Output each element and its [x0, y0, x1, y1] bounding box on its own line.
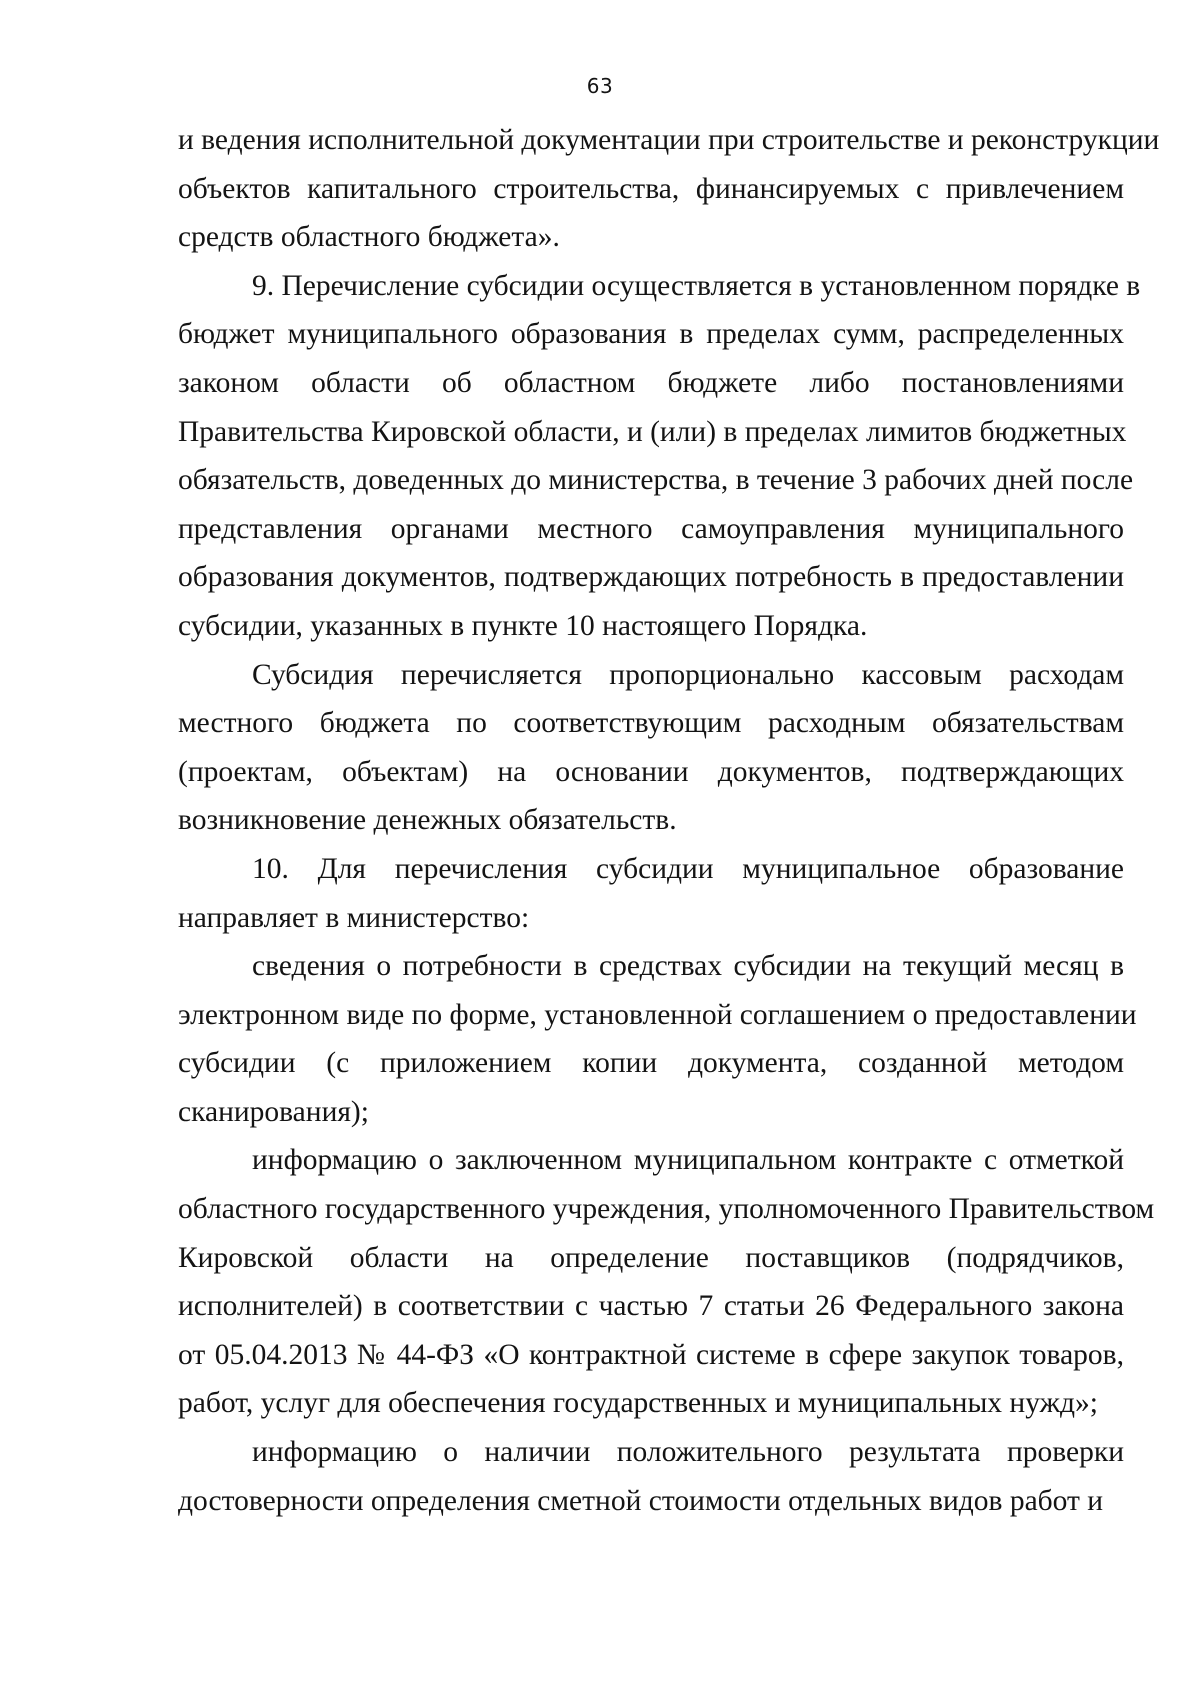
text-line: Правительства Кировской области, и (или) в пределах лимитов бюджетных	[178, 415, 1127, 448]
paragraph	[178, 651, 1124, 845]
text-line: бюджет муниципального образования в пределах сумм, распределенных	[178, 318, 1124, 351]
text-line: направляет в министерство:	[178, 901, 530, 934]
text-line: и ведения исполнительной документации при строительстве и реконструкции	[178, 124, 1160, 156]
text-line: областного государственного учреждения, уполномоченного Правительством	[178, 1193, 1155, 1226]
text-line: достоверности определения сметной стоимости отдельных видов работ и	[178, 1484, 1104, 1517]
text-line: 10. Для перечисления субсидии муниципальное образование	[252, 852, 1124, 885]
text-line: информацию о заключенном муниципальном контракте с отметкой	[252, 1144, 1124, 1177]
paragraph	[178, 1136, 1155, 1428]
text-line: Субсидия перечисляется пропорционально кассовым расходам	[252, 658, 1124, 691]
text-line: местного бюджета по соответствующим расходным обязательствам	[178, 707, 1124, 740]
paragraph	[178, 942, 1137, 1136]
text-line: от 05.04.2013 № 44-ФЗ «О контрактной системе в сфере закупок товаров,	[178, 1338, 1124, 1371]
text-line: (проектам, объектам) на основании документов, подтверждающих	[178, 755, 1124, 788]
page-number: 63	[586, 74, 614, 98]
text-line: возникновение денежных обязательств.	[178, 804, 677, 837]
text-line: представления органами местного самоуправления муниципального	[178, 512, 1124, 545]
text-line: образования документов, подтверждающих потребность в предоставлении	[178, 561, 1124, 594]
text-line: обязательств, доведенных до министерства, в течение 3 рабочих дней после	[178, 464, 1134, 497]
paragraph	[178, 262, 1141, 651]
document-body	[178, 116, 1160, 1525]
text-line: сканирования);	[178, 1095, 369, 1128]
text-line: средств областного бюджета».	[178, 221, 560, 254]
text-line: Кировской области на определение поставщиков (подрядчиков,	[178, 1241, 1124, 1274]
text-line: электронном виде по форме, установленной соглашением о предоставлении	[178, 998, 1137, 1031]
text-line: законом области об областном бюджете либо постановлениями	[178, 366, 1124, 399]
text-line: субсидии (с приложением копии документа, созданной методом	[178, 1047, 1124, 1080]
text-line: 9. Перечисление субсидии осуществляется в установленном порядке в	[252, 269, 1141, 302]
paragraph	[178, 1428, 1124, 1525]
paragraph	[178, 845, 1124, 942]
text-line: объектов капитального строительства, финансируемых с привлечением	[178, 172, 1124, 205]
text-line: информацию о наличии положительного результата проверки	[252, 1436, 1124, 1469]
text-line: сведения о потребности в средствах субсидии на текущий месяц в	[252, 950, 1124, 983]
text-line: исполнителей) в соответствии с частью 7 статьи 26 Федерального закона	[178, 1290, 1124, 1323]
paragraph	[178, 116, 1160, 262]
text-line: работ, услуг для обеспечения государственных и муниципальных нужд»;	[178, 1387, 1098, 1420]
text-line: субсидии, указанных в пункте 10 настоящего Порядка.	[178, 609, 868, 642]
